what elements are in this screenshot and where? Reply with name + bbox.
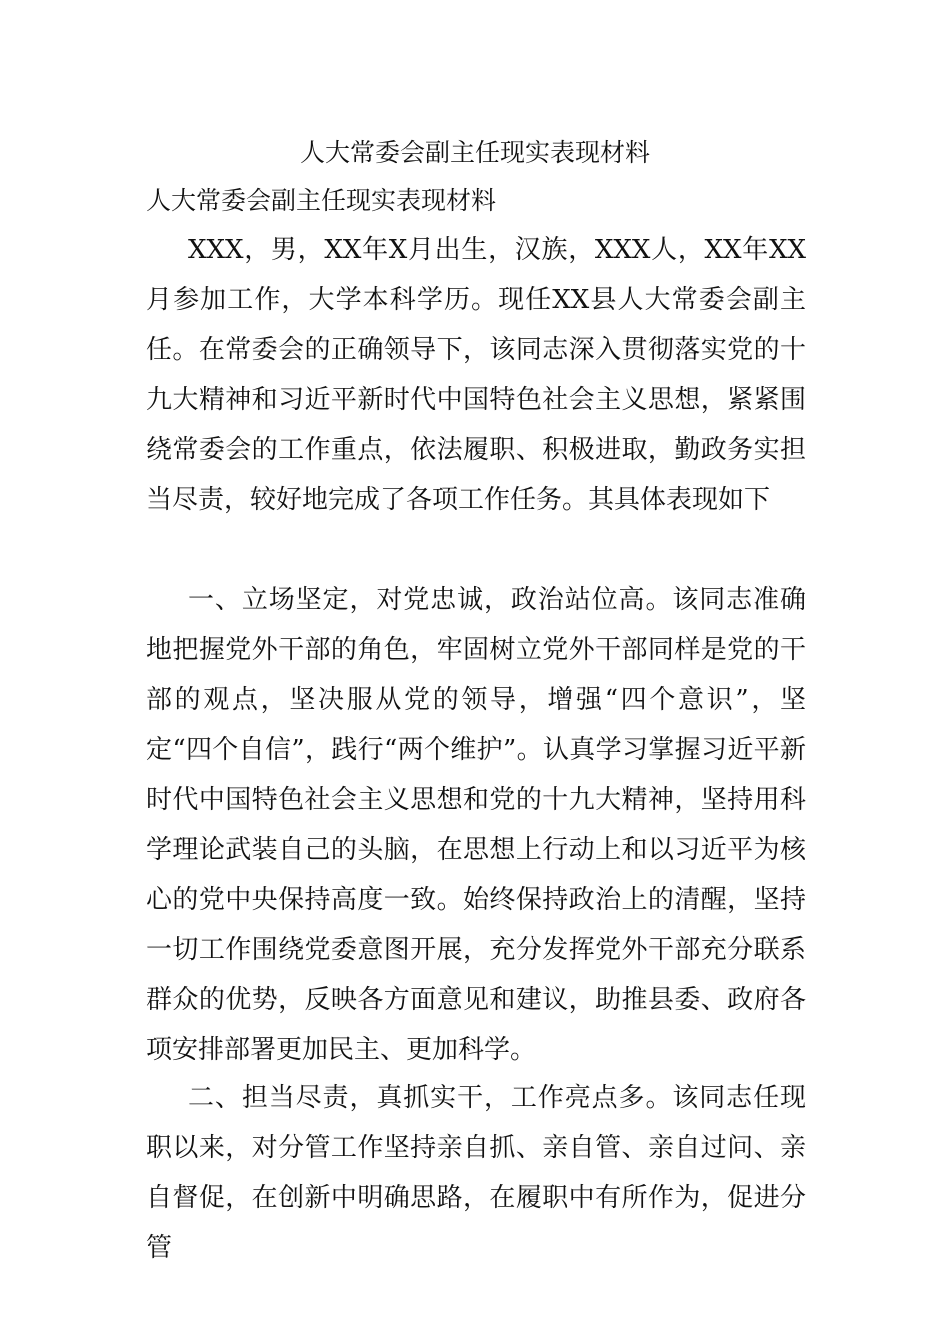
paragraph-section-two: 二、担当尽责，真抓实干，工作亮点多。该同志任现职以来，对分管工作坚持亲自抓、亲自管、亲自过问、亲自督促，在创新中明确思路，在履职中有所作为，促进分管 bbox=[146, 1083, 806, 1263]
paragraph-section-one: 一、立场坚定，对党忠诚，政治站位高。该同志准确地把握党外干部的角色，牢固树立党外干部同样是党的干部的观点，坚决服从党的领导，增强“四个意识”，坚定“四个自信”，践行“两个维护”。认真学习掌握习近平新时代中国特色社会主义思想和党的十九大精神，坚持用科学理论武装自己的头脑，在思想上行动上和以习近平为核心的党中央保持高度一致。始终保持政治上的清醒，坚持一切工作围绕党委意图开展，充分发挥党外干部充分联系群众的优势，反映各方面意见和建议，助推县委、政府各项安排部署更加民主、更加科学。 bbox=[146, 585, 806, 1065]
document-subtitle: 人大常委会副主任现实表现材料 bbox=[146, 186, 497, 215]
paragraph-intro: XXX，男，XX年X月出生，汉族，XXX人，XX年XX月参加工作，大学本科学历。现任XX县人大常委会副主任。在常委会的正确领导下，该同志深入贯彻落实党的十九大精神和习近平新时代中国特色社会主义思想，紧紧围绕常委会的工作重点，依法履职、积极进取，勤政务实担当尽责，较好地完成了各项工作任务。其具体表现如下 bbox=[146, 235, 806, 515]
document-title: 人大常委会副主任现实表现材料 bbox=[299, 138, 650, 167]
